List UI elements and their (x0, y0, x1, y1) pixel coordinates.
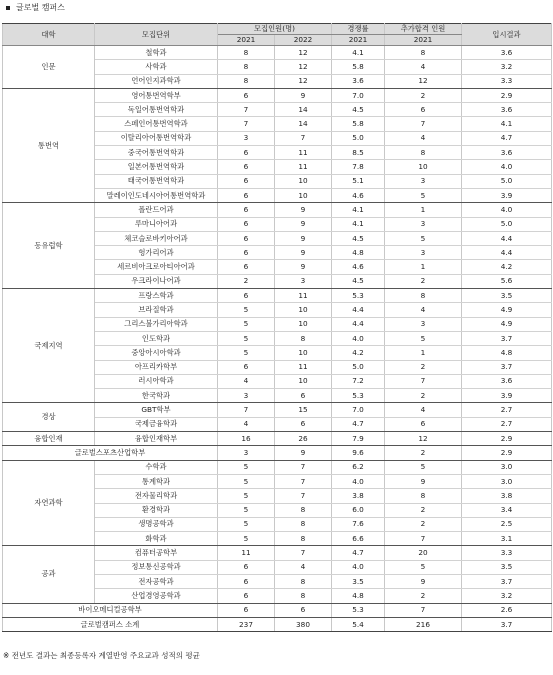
footnote: ※ 전년도 결과는 최종등록자 계열반영 주요교과 성적의 평균 (3, 651, 200, 660)
row-unit: 철학과 (95, 46, 218, 60)
row-result: 3.9 (462, 188, 552, 202)
row-ratio: 6.0 (332, 503, 385, 517)
table-row (3, 603, 552, 617)
row-q2021: 8 (218, 74, 275, 88)
row-q2021: 6 (218, 589, 275, 603)
row-q2021: 16 (218, 432, 275, 446)
row-ratio: 5.3 (332, 289, 385, 303)
row-unit: 통계학과 (95, 474, 218, 488)
row-college: 동유럽학 (3, 203, 95, 289)
row-unit: 태국어통번역학과 (95, 174, 218, 188)
row-unit: 컴퓨터공학부 (95, 546, 218, 560)
table-row (3, 403, 552, 417)
row-ratio: 6.2 (332, 460, 385, 474)
row-result: 3.7 (462, 574, 552, 588)
row-q2021: 11 (218, 546, 275, 560)
row-result: 3.5 (462, 289, 552, 303)
table-body (3, 46, 552, 632)
row-result: 3.7 (462, 331, 552, 345)
header-extra-year: 2021 (385, 35, 462, 46)
row-extra: 1 (385, 346, 462, 360)
row-q2022: 9 (275, 88, 332, 102)
row-extra: 7 (385, 374, 462, 388)
row-q2021: 8 (218, 46, 275, 60)
row-q2022: 9 (275, 446, 332, 460)
row-q2021: 6 (218, 231, 275, 245)
row-ratio: 4.0 (332, 331, 385, 345)
row-extra: 2 (385, 274, 462, 288)
row-ratio: 4.5 (332, 231, 385, 245)
row-q2022: 11 (275, 160, 332, 174)
row-q2022: 10 (275, 174, 332, 188)
row-q2022: 26 (275, 432, 332, 446)
row-q2022: 14 (275, 103, 332, 117)
row-q2022: 6 (275, 389, 332, 403)
row-q2021: 5 (218, 489, 275, 503)
table-row (3, 46, 552, 60)
row-unit: 브라질학과 (95, 303, 218, 317)
row-q2022: 8 (275, 503, 332, 517)
row-q2021: 6 (218, 88, 275, 102)
row-unit: 사학과 (95, 60, 218, 74)
row-unit: 언어인지과학과 (95, 74, 218, 88)
table-row (3, 203, 552, 217)
row-result: 2.7 (462, 417, 552, 431)
row-q2022: 7 (275, 546, 332, 560)
row-ratio: 6.6 (332, 532, 385, 546)
row-q2021: 2 (218, 274, 275, 288)
row-extra: 20 (385, 546, 462, 560)
row-extra: 2 (385, 360, 462, 374)
row-unit: 중앙아시아학과 (95, 346, 218, 360)
row-q2021: 6 (218, 217, 275, 231)
row-result: 3.2 (462, 589, 552, 603)
row-q2021: 5 (218, 331, 275, 345)
row-unit: 국제금융학과 (95, 417, 218, 431)
row-result: 3.5 (462, 560, 552, 574)
row-extra: 3 (385, 317, 462, 331)
row-ratio: 3.6 (332, 74, 385, 88)
row-result: 2.9 (462, 88, 552, 102)
row-extra: 2 (385, 589, 462, 603)
row-unit: 루마니아어과 (95, 217, 218, 231)
bullet-icon (6, 6, 10, 10)
row-unit: 한국학과 (95, 389, 218, 403)
row-result: 3.7 (462, 360, 552, 374)
row-q2021: 6 (218, 160, 275, 174)
row-extra: 8 (385, 146, 462, 160)
row-q2022: 11 (275, 360, 332, 374)
row-q2022: 8 (275, 517, 332, 531)
row-q2021: 5 (218, 317, 275, 331)
row-result: 4.2 (462, 260, 552, 274)
row-q2021: 5 (218, 474, 275, 488)
row-result: 4.8 (462, 346, 552, 360)
row-result: 4.0 (462, 203, 552, 217)
row-result: 3.3 (462, 546, 552, 560)
row-college: 인문 (3, 46, 95, 89)
total-label: 글로벌캠퍼스 소계 (3, 617, 218, 631)
row-unit: 이탈리아어통번역학과 (95, 131, 218, 145)
row-unit: GBT학부 (95, 403, 218, 417)
total-result: 3.7 (462, 617, 552, 631)
row-unit: 화학과 (95, 532, 218, 546)
row-ratio: 4.8 (332, 246, 385, 260)
total-row (3, 617, 552, 631)
row-q2022: 10 (275, 303, 332, 317)
row-q2022: 15 (275, 403, 332, 417)
row-college: 경상 (3, 403, 95, 432)
table-row (3, 289, 552, 303)
row-extra: 12 (385, 432, 462, 446)
row-extra: 8 (385, 489, 462, 503)
row-extra: 3 (385, 217, 462, 231)
row-extra: 8 (385, 289, 462, 303)
row-extra: 2 (385, 389, 462, 403)
row-unit: 헝가리어과 (95, 246, 218, 260)
row-q2021: 5 (218, 303, 275, 317)
row-q2022: 9 (275, 203, 332, 217)
row-q2022: 11 (275, 289, 332, 303)
row-extra: 7 (385, 117, 462, 131)
row-q2021: 6 (218, 146, 275, 160)
row-extra: 1 (385, 260, 462, 274)
row-q2022: 10 (275, 317, 332, 331)
row-unit: 전자물리학과 (95, 489, 218, 503)
row-ratio: 5.0 (332, 360, 385, 374)
row-extra: 2 (385, 503, 462, 517)
section-title-text: 글로벌 캠퍼스 (16, 3, 65, 12)
row-result: 2.9 (462, 446, 552, 460)
row-q2022: 8 (275, 574, 332, 588)
row-unit: 전자공학과 (95, 574, 218, 588)
row-q2022: 10 (275, 346, 332, 360)
row-q2021: 6 (218, 574, 275, 588)
row-unit: 아프리카학부 (95, 360, 218, 374)
total-extra: 216 (385, 617, 462, 631)
row-ratio: 8.5 (332, 146, 385, 160)
row-ratio: 4.8 (332, 589, 385, 603)
row-q2022: 9 (275, 217, 332, 231)
row-unit: 산업경영공학과 (95, 589, 218, 603)
row-q2022: 6 (275, 417, 332, 431)
row-result: 2.6 (462, 603, 552, 617)
row-extra: 1 (385, 203, 462, 217)
table-row (3, 432, 552, 446)
row-result: 3.3 (462, 74, 552, 88)
row-ratio: 4.0 (332, 474, 385, 488)
row-q2022: 9 (275, 260, 332, 274)
row-q2021: 6 (218, 174, 275, 188)
row-unit: 정보통신공학과 (95, 560, 218, 574)
row-q2022: 7 (275, 474, 332, 488)
row-extra: 4 (385, 303, 462, 317)
row-q2021: 6 (218, 289, 275, 303)
admissions-table (2, 23, 552, 632)
row-extra: 3 (385, 246, 462, 260)
row-unit: 독일어통번역학과 (95, 103, 218, 117)
row-q2021: 6 (218, 203, 275, 217)
row-extra: 4 (385, 60, 462, 74)
row-q2022: 6 (275, 603, 332, 617)
row-q2021: 6 (218, 360, 275, 374)
row-ratio: 4.4 (332, 317, 385, 331)
row-q2022: 8 (275, 331, 332, 345)
row-extra: 7 (385, 603, 462, 617)
row-unit: 그리스불가리아학과 (95, 317, 218, 331)
row-q2021: 5 (218, 346, 275, 360)
row-college: 자연과학 (3, 460, 95, 546)
row-q2022: 12 (275, 74, 332, 88)
row-result: 3.9 (462, 389, 552, 403)
row-ratio: 3.8 (332, 489, 385, 503)
row-ratio: 4.1 (332, 46, 385, 60)
row-ratio: 4.1 (332, 203, 385, 217)
row-result: 2.5 (462, 517, 552, 531)
row-q2021: 3 (218, 131, 275, 145)
row-extra: 7 (385, 532, 462, 546)
row-q2022: 7 (275, 489, 332, 503)
row-result: 4.4 (462, 231, 552, 245)
row-result: 4.9 (462, 303, 552, 317)
row-extra: 5 (385, 331, 462, 345)
header-year-2022: 2022 (275, 35, 332, 46)
row-result: 5.6 (462, 274, 552, 288)
row-unit: 일본어통번역학과 (95, 160, 218, 174)
row-college: 국제지역 (3, 289, 95, 403)
row-ratio: 4.0 (332, 560, 385, 574)
row-unit: 생명공학과 (95, 517, 218, 531)
row-q2022: 8 (275, 532, 332, 546)
row-q2021: 6 (218, 188, 275, 202)
row-ratio: 5.3 (332, 389, 385, 403)
row-ratio: 4.6 (332, 188, 385, 202)
row-ratio: 4.7 (332, 546, 385, 560)
table-row (3, 88, 552, 102)
row-result: 5.0 (462, 174, 552, 188)
row-ratio: 4.2 (332, 346, 385, 360)
row-result: 4.7 (462, 131, 552, 145)
row-q2021: 3 (218, 389, 275, 403)
row-result: 3.1 (462, 532, 552, 546)
row-q2022: 7 (275, 131, 332, 145)
row-result: 4.9 (462, 317, 552, 331)
row-ratio: 7.8 (332, 160, 385, 174)
row-result: 4.4 (462, 246, 552, 260)
row-result: 3.6 (462, 103, 552, 117)
row-unit: 프랑스학과 (95, 289, 218, 303)
header-ratio: 경쟁률 (332, 24, 385, 35)
row-extra: 2 (385, 88, 462, 102)
section-title (6, 3, 65, 13)
row-q2022: 8 (275, 589, 332, 603)
row-result: 2.9 (462, 432, 552, 446)
header-result: 입시결과 (462, 24, 552, 46)
row-college: 통번역 (3, 88, 95, 202)
row-q2022: 9 (275, 231, 332, 245)
row-q2021: 6 (218, 560, 275, 574)
header-quota: 모집인원(명) (218, 24, 332, 35)
row-ratio: 3.5 (332, 574, 385, 588)
header-ratio-year: 2021 (332, 35, 385, 46)
row-extra: 8 (385, 46, 462, 60)
row-ratio: 7.6 (332, 517, 385, 531)
row-ratio: 4.7 (332, 417, 385, 431)
row-unit: 체코슬로바키아어과 (95, 231, 218, 245)
row-q2021: 7 (218, 403, 275, 417)
row-ratio: 7.0 (332, 88, 385, 102)
row-extra: 6 (385, 417, 462, 431)
row-extra: 4 (385, 403, 462, 417)
table-row (3, 546, 552, 560)
row-ratio: 5.1 (332, 174, 385, 188)
row-ratio: 4.4 (332, 303, 385, 317)
row-ratio: 5.0 (332, 131, 385, 145)
row-q2022: 12 (275, 46, 332, 60)
row-q2022: 10 (275, 374, 332, 388)
row-q2021: 5 (218, 517, 275, 531)
row-unit: 폴란드어과 (95, 203, 218, 217)
row-result: 3.8 (462, 489, 552, 503)
row-result: 3.6 (462, 46, 552, 60)
row-result: 4.1 (462, 117, 552, 131)
row-extra: 4 (385, 131, 462, 145)
row-extra: 2 (385, 517, 462, 531)
row-extra: 5 (385, 560, 462, 574)
total-q2022: 380 (275, 617, 332, 631)
row-q2021: 6 (218, 260, 275, 274)
header-year-2021: 2021 (218, 35, 275, 46)
row-unit: 인도학과 (95, 331, 218, 345)
row-q2021: 8 (218, 60, 275, 74)
row-result: 3.0 (462, 474, 552, 488)
row-extra: 2 (385, 446, 462, 460)
row-extra: 5 (385, 188, 462, 202)
row-q2022: 14 (275, 117, 332, 131)
row-result: 3.0 (462, 460, 552, 474)
row-q2021: 5 (218, 532, 275, 546)
row-ratio: 5.3 (332, 603, 385, 617)
row-unit: 러시아학과 (95, 374, 218, 388)
row-extra: 3 (385, 174, 462, 188)
row-unit: 융합인재학부 (95, 432, 218, 446)
row-q2022: 9 (275, 246, 332, 260)
row-unit: 우크라이나어과 (95, 274, 218, 288)
header-unit: 모집단위 (95, 24, 218, 46)
row-result: 3.6 (462, 146, 552, 160)
table-row (3, 446, 552, 460)
row-q2021: 5 (218, 503, 275, 517)
row-result: 2.7 (462, 403, 552, 417)
table-row (3, 460, 552, 474)
row-q2022: 11 (275, 146, 332, 160)
row-extra: 9 (385, 474, 462, 488)
row-q2022: 3 (275, 274, 332, 288)
row-result: 3.2 (462, 60, 552, 74)
row-ratio: 4.6 (332, 260, 385, 274)
row-ratio: 9.6 (332, 446, 385, 460)
row-ratio: 5.8 (332, 117, 385, 131)
row-unit: 스페인어통번역학과 (95, 117, 218, 131)
row-result: 5.0 (462, 217, 552, 231)
row-unit: 세르비아크로아티아어과 (95, 260, 218, 274)
row-college: 융합인재 (3, 432, 95, 446)
header-extra: 추가합격 인원 (385, 24, 462, 35)
row-result: 3.6 (462, 374, 552, 388)
row-q2022: 12 (275, 60, 332, 74)
row-college: 공과 (3, 546, 95, 603)
row-q2022: 4 (275, 560, 332, 574)
row-q2021: 3 (218, 446, 275, 460)
total-q2021: 237 (218, 617, 275, 631)
row-q2022: 10 (275, 188, 332, 202)
row-ratio: 7.9 (332, 432, 385, 446)
row-extra: 9 (385, 574, 462, 588)
row-unit: 말레이인도네시아어통번역학과 (95, 188, 218, 202)
row-extra: 5 (385, 460, 462, 474)
row-ratio: 7.2 (332, 374, 385, 388)
row-q2021: 6 (218, 246, 275, 260)
row-q2021: 4 (218, 417, 275, 431)
row-ratio: 4.1 (332, 217, 385, 231)
row-unit: 글로벌스포츠산업학부 (3, 446, 218, 460)
row-unit: 중국어통번역학과 (95, 146, 218, 160)
row-result: 4.0 (462, 160, 552, 174)
row-extra: 12 (385, 74, 462, 88)
row-ratio: 5.8 (332, 60, 385, 74)
row-unit: 환경학과 (95, 503, 218, 517)
row-unit: 수학과 (95, 460, 218, 474)
row-q2021: 7 (218, 117, 275, 131)
row-q2021: 6 (218, 603, 275, 617)
row-result: 3.4 (462, 503, 552, 517)
row-q2021: 4 (218, 374, 275, 388)
row-extra: 5 (385, 231, 462, 245)
row-ratio: 4.5 (332, 103, 385, 117)
row-ratio: 4.5 (332, 274, 385, 288)
row-q2021: 5 (218, 460, 275, 474)
row-q2021: 7 (218, 103, 275, 117)
row-q2022: 7 (275, 460, 332, 474)
row-ratio: 7.0 (332, 403, 385, 417)
row-unit: 영어통번역학부 (95, 88, 218, 102)
header-college: 대학 (3, 24, 95, 46)
row-extra: 6 (385, 103, 462, 117)
total-ratio: 5.4 (332, 617, 385, 631)
row-extra: 10 (385, 160, 462, 174)
row-unit: 바이오메디컬공학부 (3, 603, 218, 617)
